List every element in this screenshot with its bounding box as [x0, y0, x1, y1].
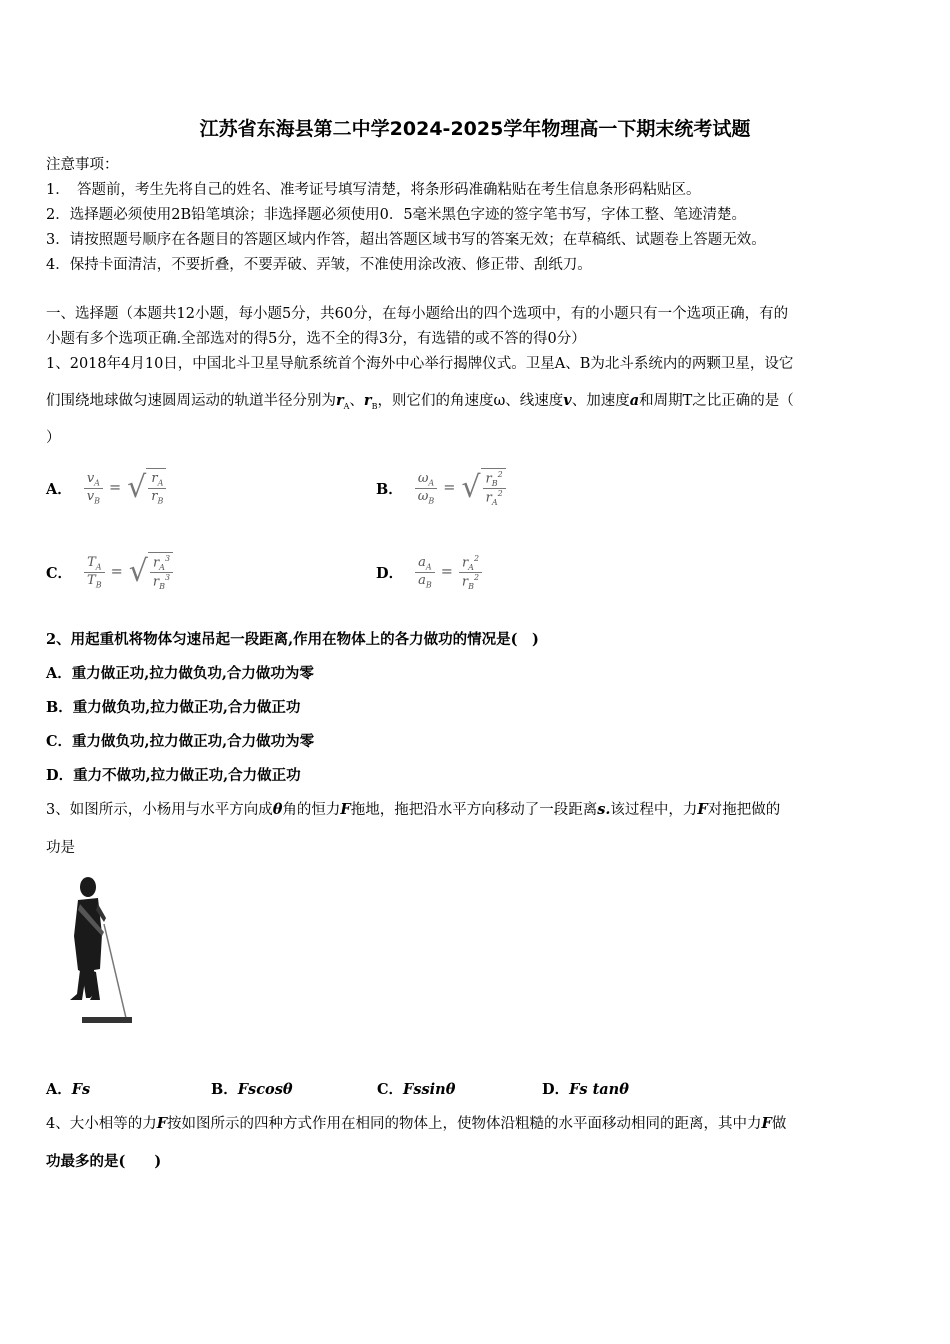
q1-option-a[interactable]: A． $\frac{v_A}{v_B}$ = √ $\frac{r_A}{r_B}$ [46, 462, 166, 514]
mop-head [82, 1017, 132, 1023]
q1-stem-line2: 们围绕地球做匀速圆周运动的轨道半径分别为$r_A$、$r_B$，则它们的角速度ω、线速度v、加速度a和周期T之比正确的是（ [46, 392, 794, 411]
page-title: 江苏省东海县第二中学2024-2025学年物理高一下期末统考试题 [199, 118, 751, 140]
section-heading-line2: 小题有多个选项正确.全部选对的得5分，选不全的得3分，有选错的或不答的得0分） [46, 331, 586, 347]
q2-stem: 2、用起重机将物体匀速吊起一段距离,作用在物体上的各力做功的情况是( ) [46, 631, 539, 648]
q3-option-b[interactable]: B．Fscosθ [211, 1081, 293, 1098]
q3-option-c[interactable]: C．Fssinθ [377, 1081, 456, 1098]
notice-item: 3．请按照题号顺序在各题目的答题区域内作答，超出答题区域书写的答案无效；在草稿纸、试题卷上答题无效。 [46, 232, 766, 248]
q4-stem-line2: 功最多的是( ) [46, 1153, 162, 1170]
notice-heading: 注意事项： [46, 157, 119, 173]
q1-option-b[interactable]: B． $\frac{\omega_A}{\omega_B}$ = √ $\frac{r_B^2}{r_A^2}$ [376, 462, 506, 514]
q3-stem-line1: 3、如图所示，小杨用与水平方向成θ角的恒力F拖地，拖把沿水平方向移动了一段距离s.该过程中，力F对拖把做的 [46, 801, 781, 818]
q3-option-d[interactable]: D．Fs tanθ [542, 1081, 629, 1098]
mop-handle [104, 924, 126, 1018]
mopping-figure [60, 874, 140, 1036]
formula: $\frac{a_A}{a_B}$ = $\frac{r_A^2}{r_B^2}$ [415, 554, 482, 591]
notice-item: 2．选择题必须使用2B铅笔填涂；非选择题必须使用0．5毫米黑色字迹的签字笔书写，字体工整、笔迹清楚。 [46, 207, 747, 223]
q2-option-d[interactable]: D．重力不做功,拉力做正功,合力做正功 [46, 767, 301, 784]
q1-stem-line3: ） [46, 430, 61, 446]
formula: $\frac{\omega_A}{\omega_B}$ = √ $\frac{r_B^2}{r_A^2}$ [415, 468, 506, 508]
q2-option-c[interactable]: C．重力做负功,拉力做正功,合力做功为零 [46, 733, 315, 750]
q3-stem-line2: 功是 [46, 840, 75, 856]
person-silhouette [70, 877, 106, 1000]
q2-option-b[interactable]: B．重力做负功,拉力做正功,合力做正功 [46, 699, 301, 716]
section-heading-line1: 一、选择题（本题共12小题，每小题5分，共60分，在每小题给出的四个选项中，有的小题只有一个选项正确，有的 [46, 306, 789, 322]
notice-item: 4．保持卡面清洁，不要折叠，不要弄破、弄皱，不准使用涂改液、修正带、刮纸刀。 [46, 257, 592, 273]
notice-item: 1． 答题前，考生先将自己的姓名、准考证号填写清楚，将条形码准确粘贴在考生信息条形码粘贴区。 [46, 182, 701, 198]
formula: $\frac{v_A}{v_B}$ = √ $\frac{r_A}{r_B}$ [84, 468, 167, 508]
q3-option-a[interactable]: A．Fs [46, 1081, 91, 1098]
q1-option-c[interactable]: C． $\frac{T_A}{T_B}$ = √ $\frac{r_A^3}{r_B^3}$ [46, 546, 173, 598]
q2-option-a[interactable]: A．重力做正功,拉力做负功,合力做功为零 [46, 665, 314, 682]
q1-stem-line1: 1、2018年4月10日，中国北斗卫星导航系统首个海外中心举行揭牌仪式。卫星A、B为北斗系统内的两颗卫星，设它 [46, 356, 794, 372]
q4-stem-line1: 4、大小相等的力F按如图所示的四种方式作用在相同的物体上，使物体沿粗糙的水平面移动相同的距离，其中力F做 [46, 1115, 787, 1132]
formula: $\frac{T_A}{T_B}$ = √ $\frac{r_A^3}{r_B^3}$ [84, 552, 173, 592]
q1-option-d[interactable]: D． $\frac{a_A}{a_B}$ = $\frac{r_A^2}{r_B^2}$ [376, 546, 482, 598]
